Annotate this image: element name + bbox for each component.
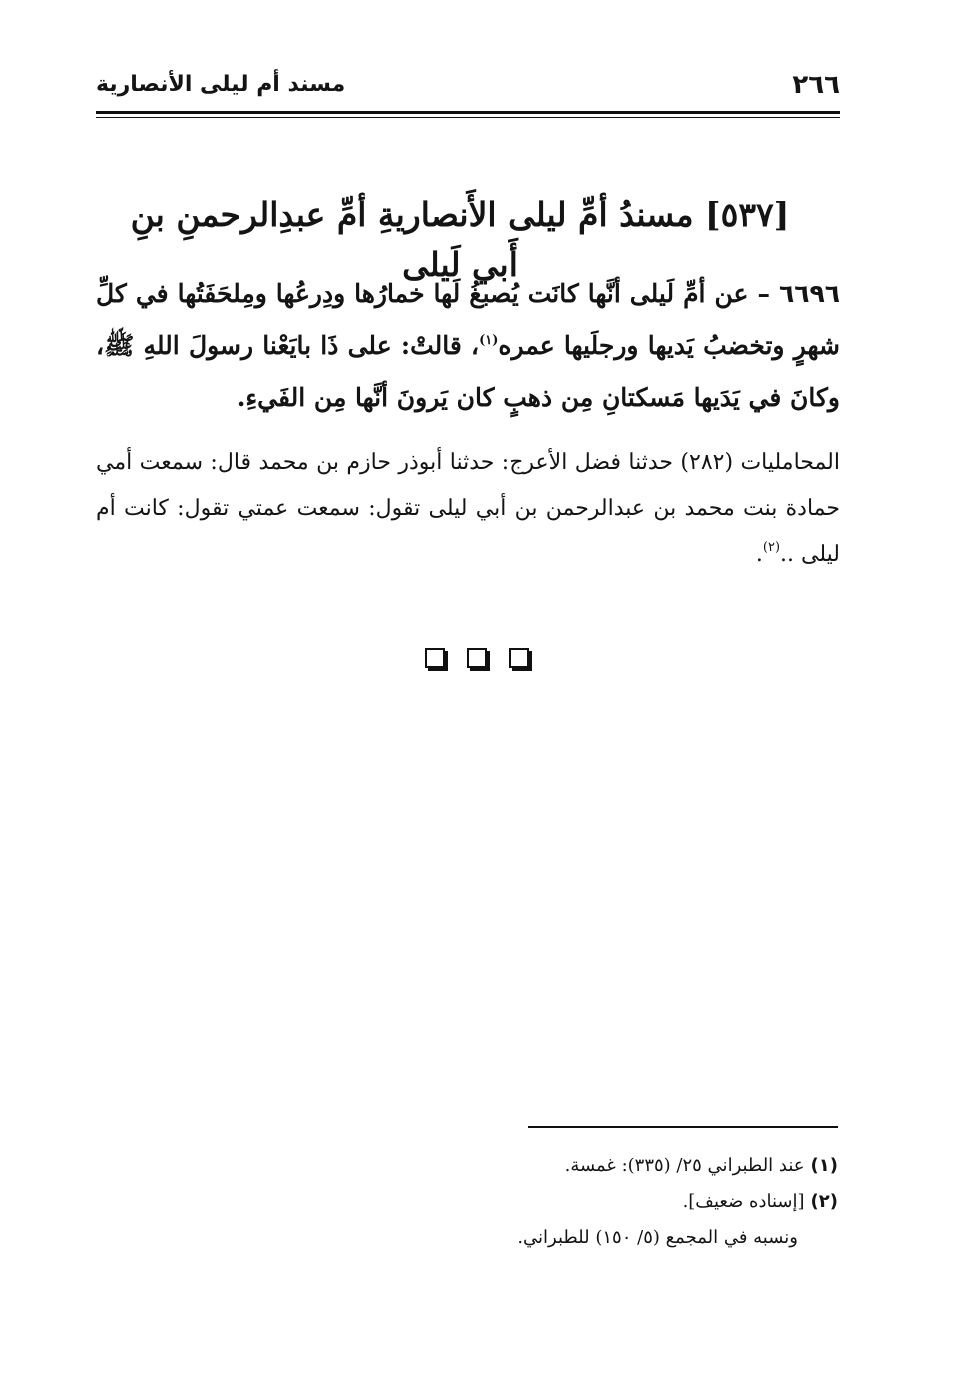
footnote-rule	[528, 1126, 838, 1128]
running-title: مسند أم ليلى الأنصارية	[96, 72, 346, 97]
hadith-text-part1: عن أمِّ لَيلى أنَّها كانَت يُصبغُ لَها خمارُها ودِرعُها ومِلحَفَتُها في كلِّ شهرٍ وتخضبُ يَديها ورجلَيها عمره	[96, 279, 841, 360]
isnad-paragraph	[96, 440, 840, 578]
section-heading: [٥٣٧] مسندُ أمِّ ليلى الأَنصاريةِ أمِّ عبدِالرحمنِ بنِ أَبي لَيلى	[130, 195, 790, 284]
isnad-text: المحامليات (٢٨٢) حدثنا فضل الأعرج: حدثنا أبوذر حازم بن محمد قال: سمعت أمي حمادة بنت محمد بن عبدالرحمن بن أبي ليلى تقول: سمعت عمتي تقول: كانت أم ليلى ..	[96, 450, 841, 567]
footnote-marker-1[interactable]: (١)	[479, 333, 499, 348]
section-separator	[0, 648, 954, 668]
footnote-item-1	[300, 1148, 838, 1184]
footnote-text: [إسناده ضعيف].	[682, 1191, 805, 1212]
hadith-number: ٦٦٩٦	[778, 279, 840, 308]
footnote-continuation: ونسبه في المجمع (٥/ ١٥٠) للطبراني.	[517, 1227, 798, 1248]
header-rule-thin	[96, 117, 840, 118]
separator-square-icon	[467, 648, 487, 668]
separator-square-icon	[509, 648, 529, 668]
running-header	[96, 70, 840, 110]
page-number: ٢٦٦	[792, 70, 840, 100]
hadith-dash: –	[748, 279, 779, 308]
hadith-text-part2: ، قالتْ: على ذَا بايَعْنا رسولَ اللهِ ﷺ، وكانَ في يَدَيها مَسكتانِ مِن ذهبٍ كان يَرونَ أنَّها مِن الفَيءِ.	[96, 331, 840, 412]
footnotes	[300, 1148, 838, 1256]
header-rule-thick	[96, 111, 840, 114]
footnote-number: (١)	[810, 1155, 838, 1176]
hadith-paragraph	[96, 268, 840, 424]
footnote-item-2	[300, 1184, 838, 1220]
footnote-text: عند الطبراني ٢٥/ (٣٣٥): غمسة.	[564, 1155, 805, 1176]
isnad-end: .	[755, 542, 763, 567]
separator-square-icon	[425, 648, 445, 668]
footnote-marker-2[interactable]: (٢)	[762, 540, 781, 555]
footnote-number: (٢)	[810, 1191, 838, 1212]
